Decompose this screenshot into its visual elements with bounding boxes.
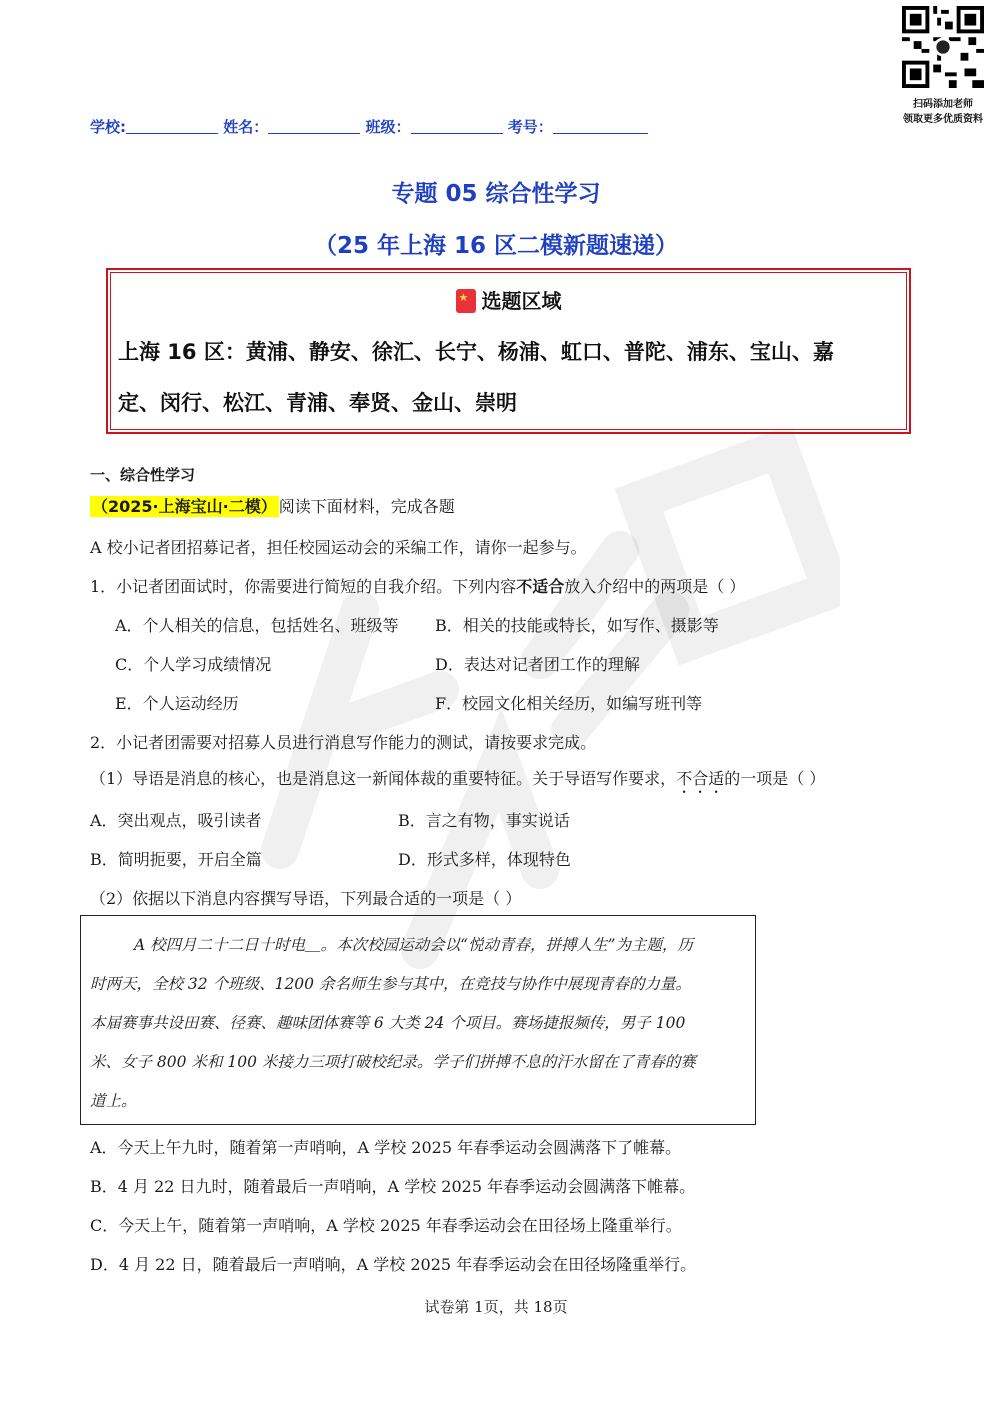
q2-sub1-option-d[interactable]: D．形式多样，体现特色 <box>398 850 571 869</box>
region-line-1: 上海 16 区：黄浦、静安、徐汇、长宁、杨浦、虹口、普陀、浦东、宝山、嘉 <box>118 340 834 364</box>
region-line-2: 定、闵行、松江、青浦、奉贤、金山、崇明 <box>118 391 517 415</box>
source-instruction: 阅读下面材料，完成各题 <box>278 497 455 516</box>
region-heading-text: 选题区域 <box>481 289 562 313</box>
qr-caption-line1: 扫码添加老师 <box>913 99 973 110</box>
class-label: 班级： <box>365 118 411 136</box>
school-label: 学校: <box>90 118 126 136</box>
q2-sub1-stem-b: 的一项是（ ） <box>724 769 826 788</box>
q1-stem <box>90 574 745 597</box>
q1-option-e[interactable]: E．个人运动经历 <box>115 694 239 713</box>
page-subtitle: （25 年上海 16 区二模新题速递） <box>313 233 679 259</box>
region-heading <box>106 285 911 314</box>
news-line-3: 本届赛事共设田赛、径赛、趣味团体赛等 6 大类 24 个项目。赛场捷报频传，男子 100 <box>90 1014 686 1032</box>
q2-sub1-option-c[interactable]: B．简明扼要，开启全篇 <box>90 850 262 869</box>
name-blank[interactable] <box>268 119 360 134</box>
exam-no-label: 考号： <box>507 118 553 136</box>
q2-sub1-option-b[interactable]: B．言之有物，事实说话 <box>398 811 570 830</box>
news-text <box>90 926 750 1121</box>
q1-option-f[interactable]: F．校园文化相关经历，如编写班刊等 <box>435 694 703 713</box>
q1-stem-emphasis: 不适合 <box>516 577 565 596</box>
q1-option-c[interactable]: C．个人学习成绩情况 <box>115 655 272 674</box>
q2-sub1-stem-a: （1）导语是消息的核心，也是消息这一新闻体裁的重要特征。关于导语写作要求， <box>90 769 677 788</box>
q2-sub1-stem <box>90 766 825 797</box>
news-line-5: 道上。 <box>90 1092 137 1110</box>
source-line <box>90 494 455 517</box>
page-footer: 试卷第 1页，共 18页 <box>424 1298 568 1316</box>
news-line-4: 米、女子 800 米和 100 米接力三项打破校纪录。学子们拼搏不息的汗水留在了青春的赛 <box>90 1053 696 1071</box>
q2-stem: 2．小记者团需要对招募人员进行消息写作能力的测试，请按要求完成。 <box>90 733 597 752</box>
q1-stem-b: 放入介绍中的两项是（ ） <box>564 577 746 596</box>
student-info-line <box>90 116 648 137</box>
q2-sub2-stem: （2）依据以下消息内容撰写导语，下列最合适的一项是（ ） <box>90 889 522 908</box>
q1-option-a[interactable]: A．个人相关的信息，包括姓名、班级等 <box>115 616 399 635</box>
news-line-2: 时两天，全校 32 个班级、1200 余名师生参与其中，在竞技与协作中展现青春的力量。 <box>90 975 691 993</box>
q2-sub1-emphasis: 不合适 <box>676 769 725 788</box>
q2-sub1-option-a[interactable]: A．突出观点，吸引读者 <box>90 811 262 830</box>
exam-no-blank[interactable] <box>553 119 648 134</box>
qr-caption-line2: 领取更多优质资料 <box>903 114 983 125</box>
news-line-1: A 校四月二十二日十时电＿。本次校园运动会以“悦动青春，拼搏人生”为主题，历 <box>134 936 693 954</box>
name-label: 姓名： <box>223 118 269 136</box>
q2-sub2-option-c[interactable]: C．今天上午，随着第一声哨响，A 学校 2025 年春季运动会在田径场上隆重举行。 <box>90 1216 682 1235</box>
intro-text: A 校小记者团招募记者，担任校园运动会的采编工作，请你一起参与。 <box>90 538 587 557</box>
q2-sub2-option-a[interactable]: A．今天上午九时，随着第一声哨响，A 学校 2025 年春季运动会圆满落下了帷幕。 <box>90 1138 682 1157</box>
page-title: 专题 05 综合性学习 <box>391 181 601 207</box>
q2-sub2-option-b[interactable]: B．4 月 22 日九时，随着最后一声哨响，A 学校 2025 年春季运动会圆满落下帷幕。 <box>90 1177 696 1196</box>
q1-stem-a: 1．小记者团面试时，你需要进行简短的自我介绍。下列内容 <box>90 577 517 596</box>
class-blank[interactable] <box>411 119 503 134</box>
q1-option-b[interactable]: B．相关的技能或特长，如写作、摄影等 <box>435 616 719 635</box>
q1-option-d[interactable]: D．表达对记者团工作的理解 <box>435 655 640 674</box>
q2-sub2-option-d[interactable]: D．4 月 22 日，随着最后一声哨响，A 学校 2025 年春季运动会在田径场隆重举行。 <box>90 1255 697 1274</box>
source-tag: （2025·上海宝山·二模） <box>92 497 277 516</box>
qr-code-icon <box>902 6 984 88</box>
section-title: 一、综合性学习 <box>90 466 196 484</box>
school-blank[interactable] <box>126 119 218 134</box>
book-icon <box>456 289 476 313</box>
region-list <box>118 327 908 429</box>
